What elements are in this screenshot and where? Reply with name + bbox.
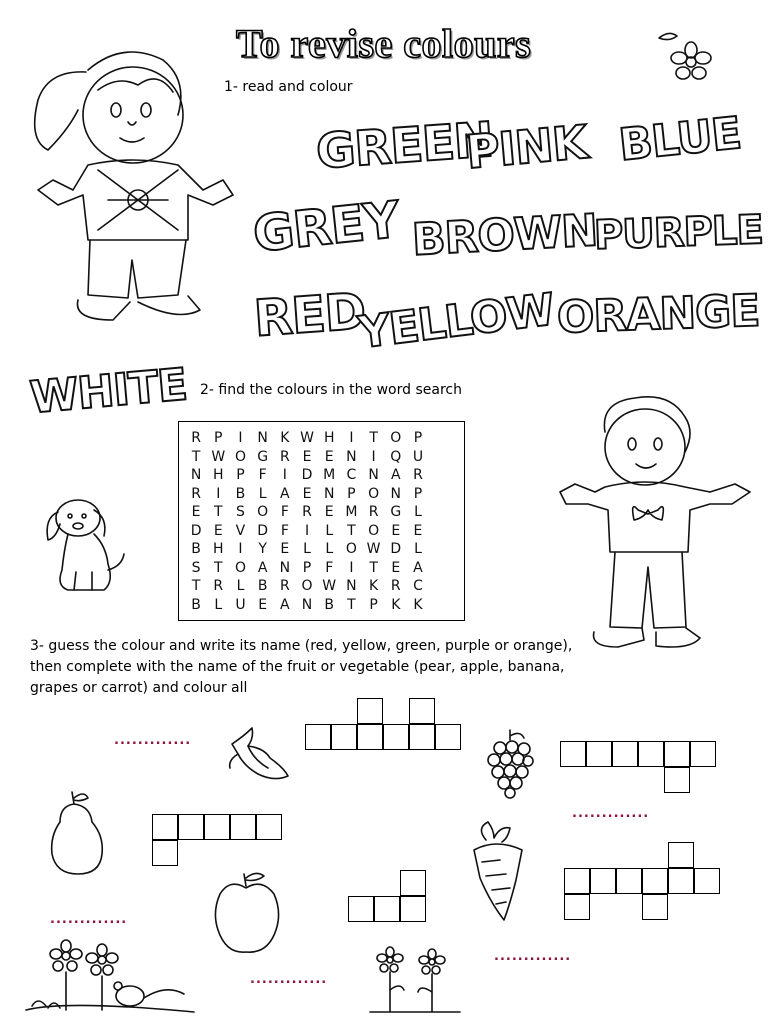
word-search-letter[interactable]: R [191, 485, 201, 502]
word-search-letter[interactable]: O [345, 541, 357, 557]
word-search-letter[interactable]: E [413, 522, 423, 539]
word-search-letter[interactable]: M [345, 504, 358, 520]
word-search-row [185, 429, 429, 448]
word-search-letter[interactable]: S [236, 504, 245, 520]
word-search-letter[interactable]: F [280, 522, 289, 539]
word-search-letter[interactable]: A [390, 467, 401, 483]
word-search-letter[interactable]: K [391, 596, 401, 613]
word-search-letter[interactable]: F [280, 504, 289, 520]
word-search-letter[interactable]: I [282, 467, 287, 483]
pear-illustration [46, 788, 108, 878]
word-search-letter[interactable]: R [368, 504, 379, 520]
word-search-letter[interactable]: S [191, 559, 201, 576]
boy-illustration [560, 392, 765, 662]
word-search-letter[interactable]: L [414, 504, 422, 520]
word-purple: PURPLE [593, 207, 764, 259]
word-search-letter[interactable]: E [391, 559, 401, 576]
word-search-letter[interactable]: A [413, 559, 423, 576]
word-search-letter[interactable]: K [280, 430, 290, 446]
word-search-row [185, 596, 429, 615]
word-search-letter[interactable]: Y [258, 541, 267, 557]
page-title: To revise colours [236, 21, 532, 66]
word-search-letter[interactable]: T [214, 559, 223, 576]
word-search-letter[interactable]: R [413, 467, 423, 483]
word-search-letter[interactable]: W [322, 578, 337, 594]
word-search-letter[interactable]: T [347, 596, 356, 613]
word-search-letter[interactable]: A [280, 596, 290, 613]
word-search-letter[interactable]: F [258, 467, 267, 483]
word-search-letter[interactable]: H [213, 467, 224, 483]
word-search-letter[interactable]: T [191, 578, 201, 594]
word-search-letter[interactable]: U [235, 596, 246, 613]
word-search-row [185, 559, 429, 578]
word-search-letter[interactable]: W [300, 430, 314, 446]
word-grey: GREY [250, 190, 402, 264]
word-search-letter[interactable]: F [325, 559, 334, 576]
word-search-letter[interactable]: B [257, 578, 268, 594]
word-search-letter[interactable]: O [234, 559, 246, 576]
word-search-row [185, 522, 429, 541]
word-search-letter[interactable]: C [346, 467, 357, 483]
word-search-letter[interactable]: I [349, 430, 354, 446]
word-search-letter[interactable]: E [258, 596, 268, 613]
word-white: WHITE [28, 359, 189, 424]
word-search-letter[interactable]: I [371, 448, 376, 465]
word-search-letter[interactable]: D [301, 467, 313, 483]
word-search-letter[interactable]: K [369, 578, 379, 594]
word-search-letter[interactable]: T [191, 448, 201, 465]
word-search-letter[interactable]: W [366, 541, 381, 557]
grapes-illustration [482, 728, 538, 800]
flowers-bottom-illustration [370, 946, 460, 1018]
word-search-letter[interactable]: Q [390, 448, 402, 465]
word-search-letter[interactable]: N [257, 430, 268, 446]
word-search-letter[interactable]: B [235, 485, 246, 502]
word-search-letter[interactable]: R [390, 578, 401, 594]
word-search-row [185, 503, 429, 522]
flower-icon [655, 28, 725, 88]
answer-line-pear: ............. [50, 912, 128, 927]
word-search-letter[interactable]: N [346, 448, 357, 465]
word-search-letter[interactable]: N [390, 485, 402, 502]
word-search-letter[interactable]: D [390, 541, 402, 557]
word-yellow: YELLOW [355, 284, 557, 359]
word-search-letter[interactable]: L [258, 485, 267, 502]
word-search-row [185, 485, 429, 504]
word-search-letter[interactable]: G [390, 504, 402, 520]
word-search-letter[interactable]: E [213, 522, 223, 539]
word-search-letter[interactable]: B [191, 596, 201, 613]
word-search-letter[interactable]: B [191, 541, 201, 557]
word-search-letter[interactable]: O [368, 485, 380, 502]
word-search-letter[interactable]: T [214, 504, 223, 520]
word-search-letter[interactable]: H [323, 430, 335, 446]
word-search-letter[interactable]: R [213, 578, 224, 594]
word-search-letter[interactable]: T [369, 430, 378, 446]
answer-line-banana: ............. [114, 733, 192, 748]
word-search-row [185, 466, 429, 485]
word-search-letter[interactable]: N [301, 596, 313, 613]
word-search-letter[interactable]: L [325, 522, 334, 539]
word-search-letter[interactable]: E [191, 504, 201, 520]
word-search-letter[interactable]: O [368, 522, 380, 539]
word-search-letter[interactable]: R [279, 578, 290, 594]
girl-illustration [28, 30, 243, 340]
word-search-letter[interactable]: P [214, 430, 223, 446]
answer-line-apple: ............. [250, 972, 328, 987]
word-red: RED [252, 282, 368, 348]
word-search-letter[interactable]: M [323, 467, 336, 483]
word-search-letter[interactable]: E [324, 448, 334, 465]
word-search-letter[interactable]: N [323, 485, 335, 502]
word-search-letter[interactable]: D [257, 522, 269, 539]
word-search-letter[interactable]: P [413, 430, 423, 446]
word-search-letter[interactable]: E [324, 504, 334, 520]
word-search-letter[interactable]: O [257, 504, 269, 520]
word-search-row [185, 448, 429, 467]
word-orange: ORANGE [556, 285, 761, 344]
word-search-letter[interactable]: R [279, 448, 290, 465]
carrot-illustration [466, 820, 532, 924]
word-search-letter[interactable]: A [280, 485, 290, 502]
word-search-letter[interactable]: P [236, 467, 245, 483]
word-search-letter[interactable]: L [414, 541, 422, 557]
instruction-3: 3- guess the colour and write its name (red, yellow, green, purple or orange), then complete with the name of the fruit or vegetable (pear, apple, banana, grapes or carrot) and colour all [30, 638, 573, 696]
word-search-letter[interactable]: P [413, 485, 423, 502]
word-search-letter[interactable]: R [302, 504, 312, 520]
word-brown: BROWN [410, 205, 599, 266]
word-search-letter[interactable]: I [238, 541, 243, 557]
word-search-letter[interactable]: L [236, 578, 245, 594]
word-search-row [185, 577, 429, 596]
word-green: GREEN [314, 111, 495, 181]
answer-line-grapes: ............. [572, 806, 650, 821]
word-search-letter[interactable]: C [413, 578, 423, 594]
word-search-letter[interactable]: E [280, 541, 290, 557]
word-search-row [185, 540, 429, 559]
word-search-grid [178, 421, 465, 621]
word-search-letter[interactable]: N [190, 467, 202, 483]
word-search-letter[interactable]: N [368, 467, 379, 483]
word-search-letter[interactable]: H [213, 541, 224, 557]
word-search-letter[interactable]: I [304, 522, 310, 539]
word-search-letter[interactable]: V [235, 522, 246, 539]
apple-illustration [212, 868, 282, 958]
word-search-letter[interactable]: T [347, 522, 356, 539]
word-search-letter[interactable]: O [301, 578, 313, 594]
word-search-letter[interactable]: I [349, 559, 354, 576]
word-search-letter[interactable]: P [347, 485, 356, 502]
word-search-letter[interactable]: U [412, 448, 424, 465]
flowers-mouse-illustration [26, 940, 194, 1018]
dog-illustration [38, 490, 128, 600]
word-search-letter[interactable]: L [325, 541, 334, 557]
word-search-letter[interactable]: T [369, 559, 378, 576]
word-search-letter[interactable]: G [257, 448, 269, 465]
word-search-letter[interactable]: O [234, 448, 246, 465]
answer-line-carrot: ............. [494, 949, 572, 964]
banana-illustration [224, 724, 294, 788]
word-search-letter[interactable]: D [190, 522, 202, 539]
word-search-letter[interactable]: R [191, 430, 201, 446]
word-search-letter[interactable]: W [211, 448, 226, 465]
word-search-letter[interactable]: K [413, 596, 423, 613]
word-search-letter[interactable]: P [302, 559, 312, 576]
word-search-letter[interactable]: I [238, 430, 243, 446]
word-search-letter[interactable]: E [391, 522, 401, 539]
word-search-letter[interactable]: L [303, 541, 311, 557]
word-search-letter[interactable]: O [390, 430, 402, 446]
word-search-letter[interactable]: I [216, 485, 221, 502]
word-search-letter[interactable]: E [302, 485, 312, 502]
word-search-letter[interactable]: N [346, 578, 357, 594]
word-search-letter[interactable]: P [369, 596, 378, 613]
word-search-letter[interactable]: L [214, 596, 223, 613]
word-search-letter[interactable]: B [324, 596, 335, 613]
word-search-letter[interactable]: E [302, 448, 312, 465]
instruction-1: 1- read and colour [224, 79, 353, 95]
word-pink: PINK [463, 114, 590, 180]
word-search-letter[interactable]: A [257, 559, 268, 576]
instruction-2: 2- find the colours in the word search [200, 382, 462, 398]
word-search-letter[interactable]: N [279, 559, 291, 576]
word-blue: BLUE [616, 107, 744, 172]
